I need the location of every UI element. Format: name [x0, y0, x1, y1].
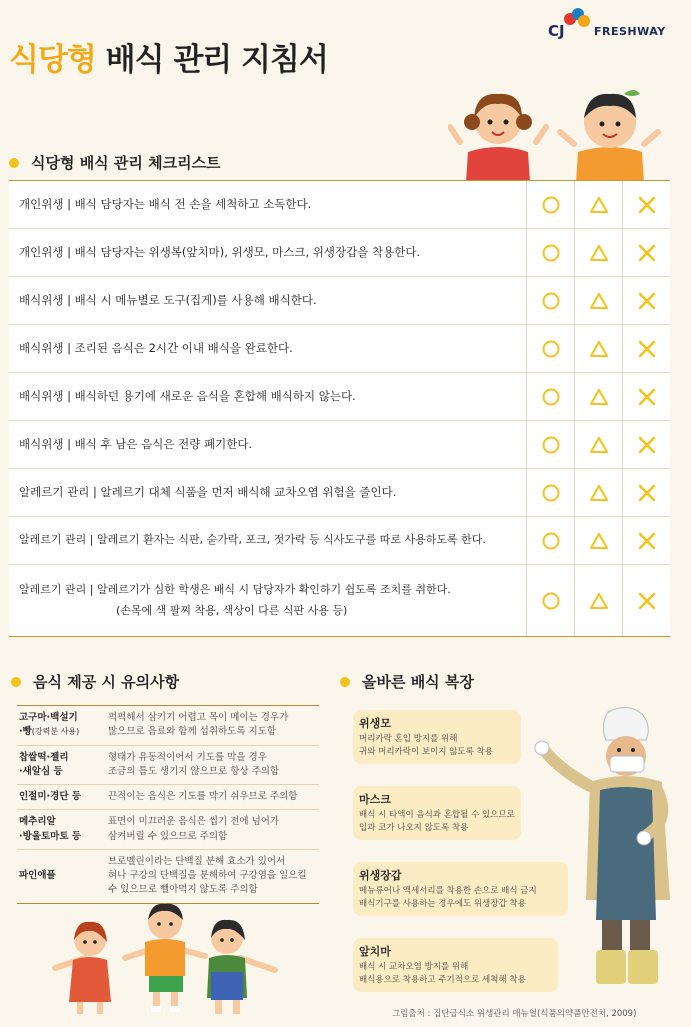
food-desc-line: 삼켜버릴 수 있으므로 주의함 [108, 830, 228, 842]
girl-character-icon [207, 920, 247, 1014]
triangle-icon [589, 531, 609, 551]
food-caution-heading-text: 음식 제공 시 유의사항 [33, 673, 180, 691]
food-name-line1: 인절미·경단 등 [19, 791, 81, 802]
checklist-heading [9, 152, 221, 173]
attire-item-desc: 배식기구를 사용하는 경우에도 위생장갑 착용 [359, 898, 526, 909]
triangle-icon [589, 483, 609, 503]
food-desc-line: 형태가 유동적이어서 기도를 막을 경우 [108, 751, 267, 763]
mark-circle-cell[interactable] [526, 565, 574, 636]
checklist-item-label: 배식위생 | 배식 후 남은 음식은 전량 폐기한다. [19, 436, 253, 451]
attire-item-title: 위생모 [359, 717, 391, 730]
table-row [9, 325, 670, 373]
food-desc-line: 많으므로 음료와 함께 섭취하도록 지도함 [108, 726, 277, 738]
mark-circle-cell[interactable] [526, 421, 574, 468]
x-icon [637, 291, 657, 311]
triangle-icon [589, 195, 609, 215]
food-name-line1: 고구마·백설기 [19, 712, 78, 723]
mark-x-cell[interactable] [622, 421, 670, 468]
checklist-item-label: 알레르기 관리 | 알레르기 대체 식품을 먼저 배식해 교차오염 위험을 줄인다. [19, 484, 397, 499]
attire-heading [340, 671, 474, 692]
cj-logo-dots-icon [562, 8, 594, 28]
checklist-item-label: 알레르기 관리 | 알레르기 환자는 식판, 숟가락, 포크, 젓가락 등 식사도구를 따로 사용하도록 한다. [19, 533, 486, 547]
boy-character-icon [145, 904, 185, 1012]
mark-x-cell[interactable] [622, 325, 670, 372]
mark-triangle-cell[interactable] [574, 565, 622, 636]
girl-character-icon [450, 94, 546, 182]
circle-icon [541, 339, 561, 359]
mark-circle-cell[interactable] [526, 277, 574, 324]
x-icon [637, 195, 657, 215]
table-row [9, 277, 670, 325]
triangle-icon [589, 435, 609, 455]
attire-item-hat [353, 710, 521, 764]
food-name [17, 751, 108, 780]
mark-circle-cell[interactable] [526, 229, 574, 276]
mark-x-cell[interactable] [622, 229, 670, 276]
mark-circle-cell[interactable] [526, 181, 574, 228]
mark-circle-cell[interactable] [526, 469, 574, 516]
food-caution-desc [108, 855, 319, 898]
table-row [17, 746, 319, 786]
food-name-line1: 찹쌀떡·젤리 [19, 751, 69, 763]
food-desc-line: 혀나 구강의 단백질을 분해하여 구강염을 일으킬 [108, 870, 307, 881]
attire-item-title: 마스크 [359, 793, 391, 806]
food-caution-heading [11, 671, 179, 692]
table-row [9, 469, 670, 517]
food-name-note: (강력분 사용) [31, 727, 80, 737]
food-name-line2: ·새알심 등 [19, 765, 63, 777]
food-name [17, 790, 108, 804]
food-desc-line: 조금의 틈도 생기지 않으므로 항상 주의함 [108, 765, 280, 777]
triangle-icon [589, 339, 609, 359]
food-name-line2: ·방울토마토 등 [19, 830, 81, 842]
attire-item-mask [353, 786, 521, 840]
logo-freshway: FRESHWAY [594, 25, 666, 38]
mark-x-cell[interactable] [622, 277, 670, 324]
page-title [9, 34, 328, 79]
attire-item-desc: 귀와 머리카락이 보이지 않도록 착용 [359, 746, 493, 757]
x-icon [637, 483, 657, 503]
table-row [9, 421, 670, 469]
checklist-item-text [9, 482, 526, 504]
attire-item-title: 앞치마 [359, 945, 391, 958]
food-name-line1: 파인애플 [19, 870, 56, 881]
food-name-line2: ·빵 [19, 726, 32, 738]
chef-character-icon [535, 707, 670, 984]
mark-triangle-cell[interactable] [574, 229, 622, 276]
attire-item-desc: 배식용으로 착용하고 주기적으로 세척해 착용 [359, 974, 526, 985]
page-title-rest: 배식 관리 지침서 [95, 42, 328, 78]
page-title-accent: 식당형 [9, 42, 96, 78]
food-caution-desc [108, 751, 319, 780]
attire-item-desc: 배식 시 교차오염 방지를 위해 [359, 962, 469, 972]
checklist-item-text [9, 290, 526, 312]
mark-x-cell[interactable] [622, 517, 670, 564]
food-name [17, 815, 108, 844]
mark-circle-cell[interactable] [526, 373, 574, 420]
mark-triangle-cell[interactable] [574, 421, 622, 468]
triangle-icon [589, 591, 609, 611]
food-desc-line: 수 있으므로 뺄아먹지 않도록 주의함 [108, 884, 258, 896]
food-name-line1: 메추리알 [19, 816, 56, 828]
checklist-item-text [9, 242, 526, 264]
attire-item-desc: 배식 시 타액이 음식과 혼합될 수 있으므로 [359, 810, 515, 820]
x-icon [637, 339, 657, 359]
food-caution-table [17, 705, 319, 904]
x-icon [637, 435, 657, 455]
boy-character-icon [560, 90, 658, 182]
table-row [17, 810, 319, 850]
x-icon [637, 591, 657, 611]
checklist-item-text [9, 338, 526, 360]
checklist-table [9, 180, 670, 637]
triangle-icon [589, 291, 609, 311]
mark-x-cell[interactable] [622, 181, 670, 228]
attire-item-apron [353, 938, 558, 992]
food-desc-line: 끈적이는 음식은 기도를 막기 쉬우므로 주의함 [108, 791, 298, 802]
x-icon [637, 243, 657, 263]
checklist-heading-text: 식당형 배식 관리 체크리스트 [31, 154, 221, 172]
circle-icon [541, 591, 561, 611]
kids-illustration-bottom [45, 898, 285, 1018]
checklist-item-label: 배식위생 | 배식하던 용기에 새로운 음식을 혼합해 배식하지 않는다. [19, 388, 356, 403]
table-row [9, 181, 670, 229]
circle-icon [541, 195, 561, 215]
mark-triangle-cell[interactable] [574, 373, 622, 420]
x-icon [637, 531, 657, 551]
table-row [9, 373, 670, 421]
attire-item-desc: 입과 코가 나오지 않도록 착용 [359, 822, 469, 833]
food-caution-desc [108, 790, 319, 804]
checklist-item-label: 배식위생 | 배식 시 메뉴별로 도구(집게)를 사용해 배식한다. [19, 292, 317, 307]
table-row [17, 850, 319, 904]
table-row [9, 517, 670, 565]
mark-triangle-cell[interactable] [574, 277, 622, 324]
girl-character-icon [69, 922, 111, 1014]
table-row [9, 565, 670, 637]
checklist-item-label: 알레르기 관리 | 알레르기가 심한 학생은 배식 시 담당자가 확인하기 쉽도록 조치를 취한다. [19, 582, 451, 596]
food-name [17, 711, 108, 740]
checklist-item-text [9, 386, 526, 408]
x-icon [637, 387, 657, 407]
food-caution-desc [108, 815, 319, 844]
attire-heading-text: 올바른 배식 복장 [362, 673, 474, 691]
mark-x-cell[interactable] [622, 373, 670, 420]
table-row [9, 229, 670, 277]
checklist-item-label: 배식위생 | 조리된 음식은 2시간 이내 배식을 완료한다. [19, 340, 293, 355]
logo-cj: CJ [548, 22, 565, 40]
triangle-icon [589, 387, 609, 407]
food-name [17, 869, 108, 883]
checklist-item-sublabel: (손목에 색 팔찌 착용, 색상이 다른 식판 사용 등) [116, 603, 348, 617]
checklist-item-text [9, 434, 526, 456]
checklist-item-label: 개인위생 | 배식 담당자는 위생복(앞치마), 위생모, 마스크, 위생장갑을 착용한다. [19, 244, 421, 259]
circle-icon [541, 291, 561, 311]
table-row [17, 785, 319, 810]
table-row [17, 706, 319, 746]
checklist-item-label: 개인위생 | 배식 담당자는 배식 전 손을 세척하고 소독한다. [19, 196, 312, 211]
checklist-item-text [9, 194, 526, 216]
food-desc-line: 퍽퍽해서 삼키기 어렵고 목이 메이는 경우가 [108, 712, 289, 723]
attire-item-title: 위생장갑 [359, 869, 402, 882]
attire-item-desc: 메뉴류어나 액세서리를 착용한 손으로 배식 금지 [359, 886, 537, 896]
circle-icon [541, 483, 561, 503]
circle-icon [541, 435, 561, 455]
kids-illustration-top [448, 82, 668, 182]
image-source-credit: 그림출처 : 집단급식소 위생관리 매뉴얼(식품의약품안전처, 2009) [392, 1009, 637, 1019]
mark-triangle-cell[interactable] [574, 469, 622, 516]
food-caution-desc [108, 711, 319, 740]
mark-x-cell[interactable] [622, 469, 670, 516]
attire-item-desc: 머리카락 혼입 방지를 위해 [359, 734, 458, 744]
food-service-worker-illustration [530, 700, 680, 990]
triangle-icon [589, 243, 609, 263]
circle-icon [541, 243, 561, 263]
circle-icon [541, 387, 561, 407]
mark-triangle-cell[interactable] [574, 517, 622, 564]
checklist-item-text [9, 530, 526, 551]
food-desc-line: 표면이 미끄러운 음식은 씹기 전에 넘어가 [108, 816, 280, 828]
circle-icon [541, 531, 561, 551]
bullet-dot-icon [11, 677, 21, 687]
mark-circle-cell[interactable] [526, 325, 574, 372]
food-desc-line: 브로멜린이라는 단백질 분해 효소가 있어서 [108, 855, 286, 867]
mark-x-cell[interactable] [622, 565, 670, 636]
cj-freshway-logo [548, 8, 668, 48]
mark-triangle-cell[interactable] [574, 325, 622, 372]
bullet-dot-icon [340, 677, 350, 687]
mark-triangle-cell[interactable] [574, 181, 622, 228]
mark-circle-cell[interactable] [526, 517, 574, 564]
bullet-dot-icon [9, 158, 19, 168]
checklist-item-text [9, 580, 526, 622]
